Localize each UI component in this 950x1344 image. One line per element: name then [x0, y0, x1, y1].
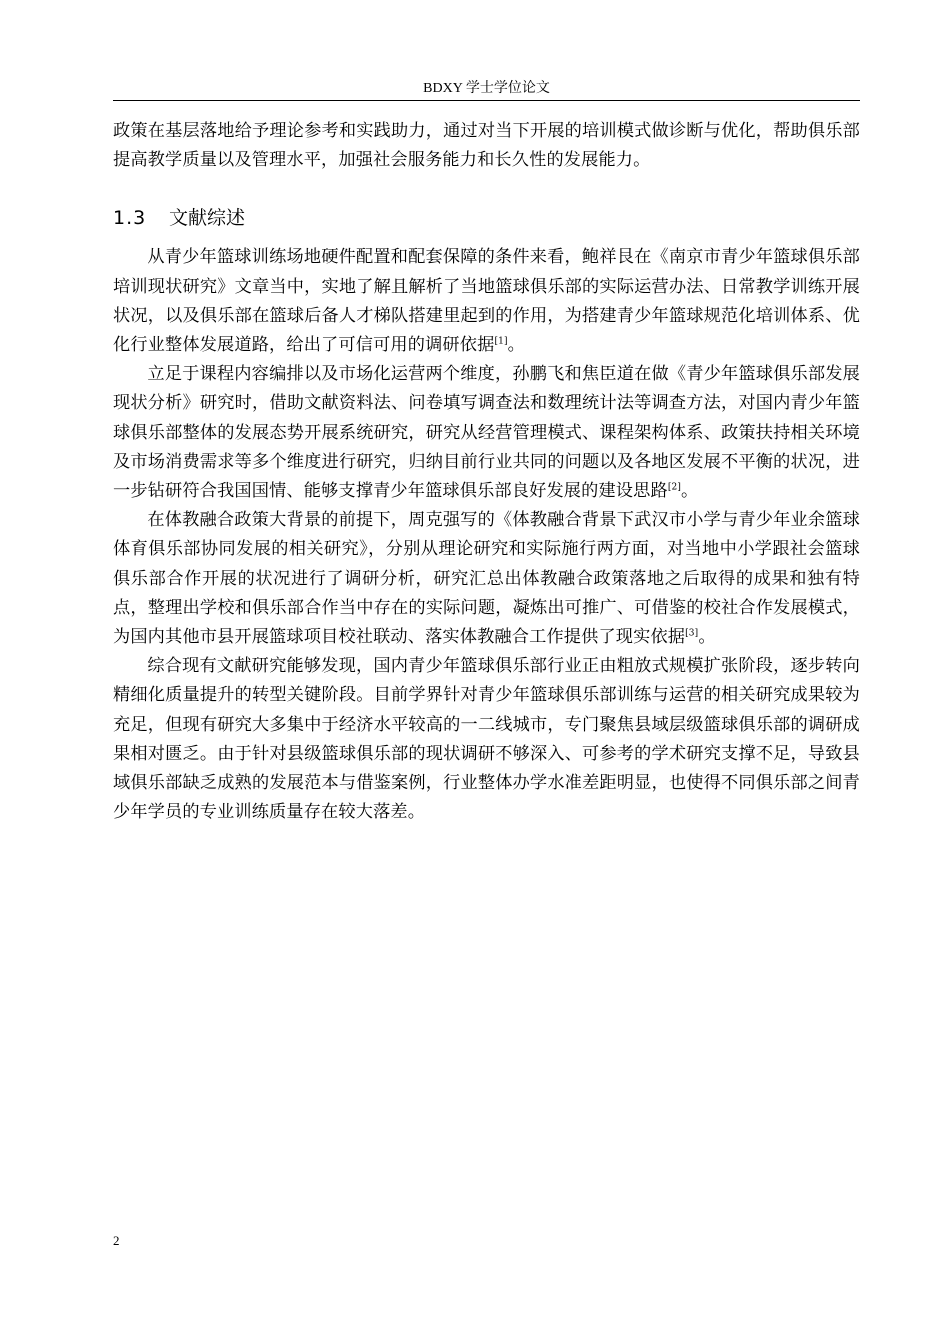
paragraph-2-text: 立足于课程内容编排以及市场化运营两个维度，孙鹏飞和焦臣道在做《青少年篮球俱乐部发展现状分析》研究时，借助文献资料法、问卷填写调查法和数理统计法等调查方法，对国内青少年篮球俱乐部整体的发展态势开展系统研究，研究从经营管理模式、课程架构体系、政策扶持相关环境及市场消费需求等多个维度进行研究，归纳目前行业共同的问题以及各地区发展不平衡的状况，进一步钻研符合我国国情、能够支撑青少年篮球俱乐部良好发展的建设思路: [113, 364, 860, 502]
header-rule: [113, 100, 860, 101]
header-title: BDXY 学士学位论文: [423, 81, 550, 96]
paragraph-1-text: 从青少年篮球训练场地硬件配置和配套保障的条件来看，鲍祥艮在《南京市青少年篮球俱乐部培训现状研究》文章当中，实地了解且解析了当地篮球俱乐部的实际运营办法、日常教学训练开展状况，以及俱乐部在篮球后备人才梯队搭建里起到的作用，为搭建青少年篮球规范化培训体系、优化行业整体发展道路，给出了可信可用的调研依据: [113, 247, 860, 356]
citation-2: [2]: [667, 482, 682, 493]
paragraph-3-end: 。: [698, 627, 716, 648]
running-header: [113, 78, 860, 100]
paragraph-3-text: 在体教融合政策大背景的前提下，周克强写的《体教融合背景下武汉市小学与青少年业余篮球体育俱乐部协同发展的相关研究》，分别从理论研究和实际施行两方面，对当地中小学跟社会篮球俱乐部合作开展的状况进行了调研分析，研究汇总出体教融合政策落地之后取得的成果和独有特点，整理出学校和俱乐部合作当中存在的实际问题，凝炼出可推广、可借鉴的校社合作发展模式，为国内其他市县开展篮球项目校社联动、落实体教融合工作提供了现实依据: [113, 510, 860, 648]
paragraph-3: [113, 506, 860, 652]
section-title: 文献综述: [169, 207, 246, 230]
page-body: [113, 117, 860, 827]
paragraph-2-end: 。: [681, 481, 699, 502]
paragraph-1-end: 。: [507, 335, 525, 356]
section-heading: [113, 204, 860, 232]
section-number: 1.3: [113, 207, 147, 230]
page-number: 2: [113, 1233, 120, 1248]
paragraph-continued: 政策在基层落地给予理论参考和实践助力，通过对当下开展的培训模式做诊断与优化，帮助俱乐部提高教学质量以及管理水平，加强社会服务能力和长久性的发展能力。: [113, 121, 860, 171]
citation-1: [1]: [494, 336, 508, 347]
paragraph-1: [113, 243, 860, 360]
citation-3: [3]: [685, 628, 699, 639]
paragraph-4: 综合现有文献研究能够发现，国内青少年篮球俱乐部行业正由粗放式规模扩张阶段，逐步转向精细化质量提升的转型关键阶段。目前学界针对青少年篮球俱乐部训练与运营的相关研究成果较为充足，但现有研究大多集中于经济水平较高的一二线城市，专门聚焦县域层级篮球俱乐部的调研成果相对匮乏。由于针对县级篮球俱乐部的现状调研不够深入、可参考的学术研究支撑不足，导致县域俱乐部缺乏成熟的发展范本与借鉴案例，行业整体办学水准差距明显，也使得不同俱乐部之间青少年学员的专业训练质量存在较大落差。: [113, 656, 860, 823]
paragraph-2: [113, 360, 860, 506]
